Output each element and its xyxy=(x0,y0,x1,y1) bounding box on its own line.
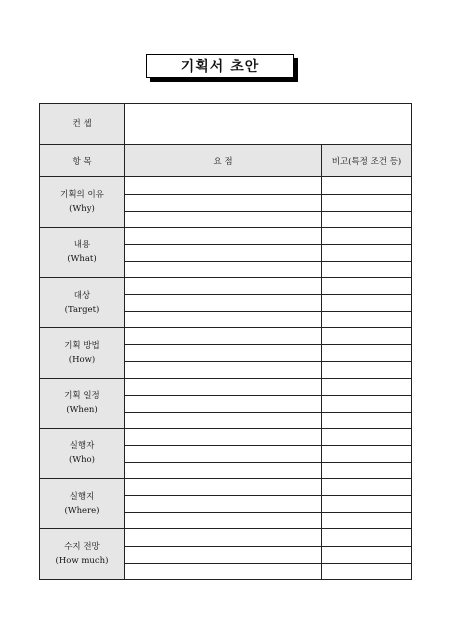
summary-cell[interactable] xyxy=(125,378,322,395)
remarks-cell[interactable] xyxy=(322,529,412,546)
section-label-en: (Where) xyxy=(64,505,100,516)
section-subrow xyxy=(40,529,412,546)
remarks-cell[interactable] xyxy=(322,445,412,462)
concept-field[interactable] xyxy=(125,104,412,145)
summary-cell[interactable] xyxy=(125,496,322,513)
remarks-cell[interactable] xyxy=(322,194,412,211)
section-label xyxy=(40,428,125,478)
remarks-cell[interactable] xyxy=(322,546,412,563)
remarks-cell[interactable] xyxy=(322,328,412,345)
summary-cell[interactable] xyxy=(125,546,322,563)
remarks-cell[interactable] xyxy=(322,261,412,277)
remarks-cell[interactable] xyxy=(322,227,412,244)
section-label xyxy=(40,177,125,227)
document-title: 기획서 초안 xyxy=(146,54,294,78)
summary-cell[interactable] xyxy=(125,227,322,244)
summary-cell[interactable] xyxy=(125,211,322,227)
section-label xyxy=(40,479,125,529)
remarks-cell[interactable] xyxy=(322,428,412,445)
remarks-cell[interactable] xyxy=(322,412,412,428)
remarks-cell[interactable] xyxy=(322,295,412,312)
concept-label: 컨 셉 xyxy=(40,104,125,145)
summary-cell[interactable] xyxy=(125,412,322,428)
concept-row xyxy=(40,104,412,145)
remarks-cell[interactable] xyxy=(322,463,412,479)
section-label-ko: 내용 xyxy=(73,240,91,251)
summary-cell[interactable] xyxy=(125,261,322,277)
summary-cell[interactable] xyxy=(125,345,322,362)
header-row xyxy=(40,145,412,177)
summary-cell[interactable] xyxy=(125,445,322,462)
summary-cell[interactable] xyxy=(125,194,322,211)
summary-cell[interactable] xyxy=(125,529,322,546)
summary-cell[interactable] xyxy=(125,563,322,579)
remarks-cell[interactable] xyxy=(322,345,412,362)
remarks-cell[interactable] xyxy=(322,312,412,328)
section-subrow xyxy=(40,428,412,445)
remarks-cell[interactable] xyxy=(322,479,412,496)
remarks-cell[interactable] xyxy=(322,244,412,261)
section-label-ko: 대상 xyxy=(73,290,91,301)
section-subrow xyxy=(40,177,412,194)
section-label-en: (Target) xyxy=(64,304,100,315)
section-label-ko: 기획 방법 xyxy=(64,340,100,351)
summary-cell[interactable] xyxy=(125,479,322,496)
section-subrow xyxy=(40,328,412,345)
document-title-block xyxy=(146,54,300,82)
summary-cell[interactable] xyxy=(125,395,322,412)
remarks-header: 비고(특정 조건 등) xyxy=(322,145,412,177)
remarks-cell[interactable] xyxy=(322,362,412,378)
section-subrow xyxy=(40,278,412,295)
remarks-cell[interactable] xyxy=(322,278,412,295)
remarks-cell[interactable] xyxy=(322,177,412,194)
section-label xyxy=(40,378,125,428)
section-label-en: (How) xyxy=(68,354,96,365)
summary-header: 요 점 xyxy=(125,145,322,177)
section-label-ko: 실행자 xyxy=(69,441,95,452)
section-label-ko: 실행지 xyxy=(69,491,95,502)
remarks-cell[interactable] xyxy=(322,211,412,227)
section-label xyxy=(40,328,125,378)
summary-cell[interactable] xyxy=(125,177,322,194)
summary-cell[interactable] xyxy=(125,428,322,445)
section-subrow xyxy=(40,378,412,395)
plan-form-table xyxy=(39,103,412,580)
section-subrow xyxy=(40,227,412,244)
section-label-en: (Who) xyxy=(69,455,95,466)
section-label-ko: 기획 일정 xyxy=(64,391,100,402)
summary-cell[interactable] xyxy=(125,328,322,345)
section-label xyxy=(40,529,125,580)
section-label xyxy=(40,227,125,277)
summary-cell[interactable] xyxy=(125,513,322,529)
summary-cell[interactable] xyxy=(125,278,322,295)
section-label-en: (How much) xyxy=(55,556,109,567)
remarks-cell[interactable] xyxy=(322,395,412,412)
summary-cell[interactable] xyxy=(125,362,322,378)
remarks-cell[interactable] xyxy=(322,513,412,529)
section-label-ko: 수지 전망 xyxy=(64,542,100,553)
section-label-en: (When) xyxy=(66,405,98,416)
remarks-cell[interactable] xyxy=(322,563,412,579)
section-label-ko: 기획의 이유 xyxy=(60,190,104,201)
section-label xyxy=(40,278,125,328)
section-subrow xyxy=(40,479,412,496)
summary-cell[interactable] xyxy=(125,463,322,479)
summary-cell[interactable] xyxy=(125,295,322,312)
summary-cell[interactable] xyxy=(125,244,322,261)
section-label-en: (Why) xyxy=(69,204,95,215)
item-header: 항 목 xyxy=(40,145,125,177)
remarks-cell[interactable] xyxy=(322,496,412,513)
summary-cell[interactable] xyxy=(125,312,322,328)
remarks-cell[interactable] xyxy=(322,378,412,395)
section-label-en: (What) xyxy=(67,254,97,265)
